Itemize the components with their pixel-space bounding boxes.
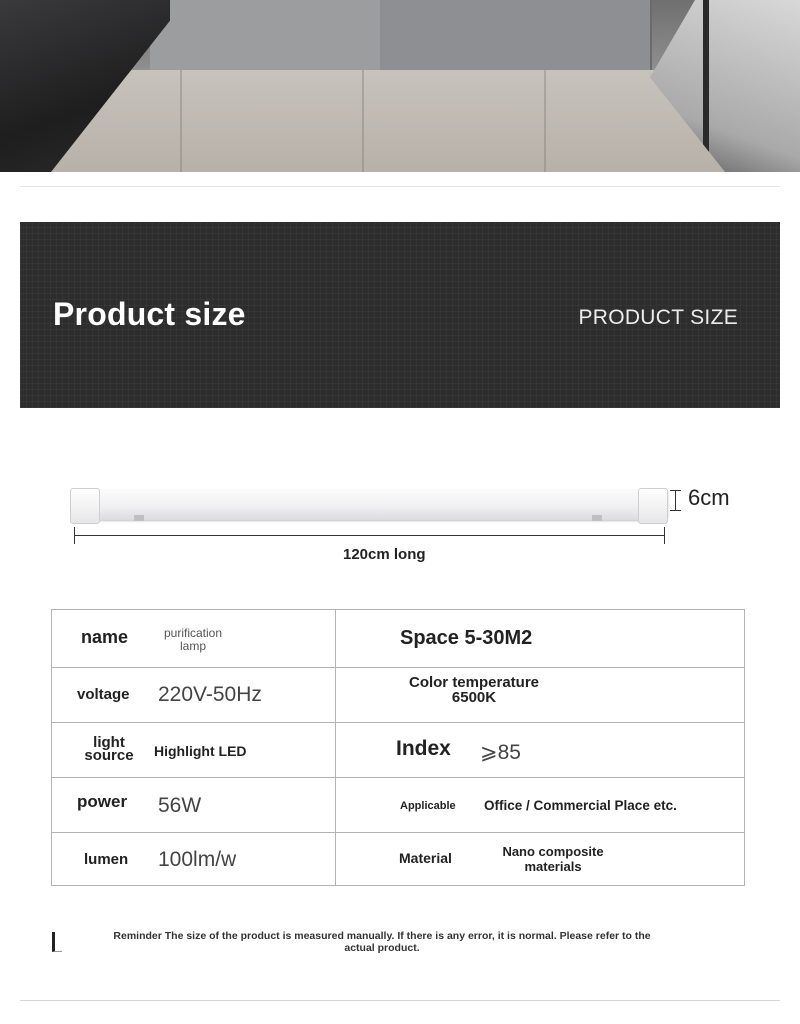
reminder-line2: actual product.	[344, 942, 420, 954]
spec-label-color-temperature	[386, 675, 562, 705]
height-dimension-tick	[670, 510, 681, 511]
lamp-clip	[134, 515, 144, 521]
length-dimension-line	[74, 535, 664, 536]
table-divider	[52, 777, 744, 778]
spec-table	[51, 609, 745, 886]
height-dimension-line	[675, 490, 676, 510]
table-divider	[335, 610, 336, 885]
spec-value-lumen: 100lm/w	[158, 848, 237, 871]
spec-value-voltage: 220V-50Hz	[158, 683, 262, 706]
height-label: 6cm	[688, 485, 730, 510]
reminder-line1: Reminder The size of the product is measured manually. If there is any error, it is normal. Please refer to the	[113, 930, 651, 942]
hero-photo	[0, 0, 800, 172]
table-divider	[52, 722, 744, 723]
cabinet-panel	[380, 0, 652, 70]
spec-label-power: power	[77, 792, 128, 811]
spec-label-voltage: voltage	[77, 686, 130, 703]
banner-title: Product size	[53, 296, 246, 332]
lamp-end-cap-left	[70, 488, 100, 524]
cabinet-panel	[150, 0, 382, 70]
spec-value-name-line2: lamp	[179, 639, 206, 653]
spec-label-lumen: lumen	[84, 851, 129, 868]
spec-label-light-source-line2: source	[84, 747, 134, 764]
spec-label-color-temperature-line1: Color temperature	[408, 674, 540, 691]
length-dimension-tick	[74, 527, 75, 544]
spec-value-light-source: Highlight LED	[154, 743, 247, 759]
section-banner	[20, 222, 780, 408]
spec-label-light-source-line1: light	[93, 734, 125, 751]
spec-value-color-temperature: 6500K	[451, 689, 497, 706]
spec-label-name: name	[81, 627, 129, 647]
spec-value-name	[148, 627, 238, 653]
lamp-body	[78, 490, 668, 520]
spec-label-material: Material	[399, 850, 452, 866]
spec-label-space: Space 5-30M2	[400, 627, 533, 649]
spec-value-material	[482, 844, 624, 874]
length-dimension-tick	[664, 527, 665, 544]
lamp-end-cap-right	[638, 488, 668, 524]
spec-value-material-line1: Nano composite	[502, 844, 604, 859]
bottom-divider	[20, 1000, 780, 1001]
spec-value-index: ⩾85	[480, 741, 521, 764]
spec-label-index: Index	[396, 737, 451, 760]
reminder-note	[62, 930, 702, 954]
spec-label-applicable: Applicable	[400, 800, 456, 812]
banner-subtitle: PRODUCT SIZE	[578, 306, 738, 329]
spec-value-name-line1: purification	[163, 626, 223, 640]
height-dimension-tick	[670, 490, 681, 491]
length-label: 120cm long	[343, 546, 426, 563]
table-divider	[52, 832, 744, 833]
table-divider	[52, 667, 744, 668]
spec-value-material-line2: materials	[524, 859, 582, 874]
reminder-mark	[52, 932, 62, 952]
divider	[20, 186, 780, 187]
spec-value-applicable: Office / Commercial Place etc.	[484, 798, 677, 813]
spec-value-power: 56W	[158, 794, 202, 817]
lamp-clip	[592, 515, 602, 521]
spec-label-light-source	[74, 736, 144, 762]
